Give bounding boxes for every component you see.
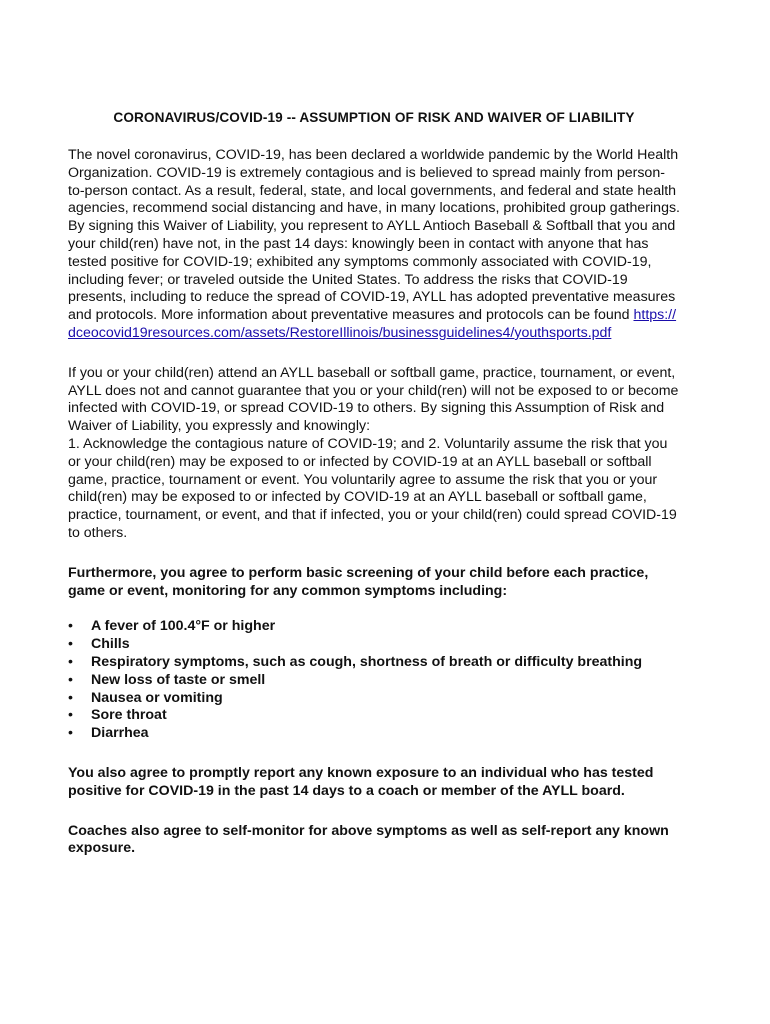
bullet-icon: • <box>68 653 73 670</box>
coaches-paragraph: Coaches also agree to self-monitor for above symptoms as well as self-report any known exposure. <box>68 822 669 857</box>
symptom-item: • Nausea or vomiting <box>68 689 223 706</box>
guidelines-link[interactable]: https://dceocovid19resources.com/assets/RestoreIllinois/businessguidelines4/youthsports.pdf <box>68 307 677 341</box>
symptom-item: • Diarrhea <box>68 725 149 742</box>
bullet-icon: • <box>68 671 73 688</box>
bullet-icon: • <box>68 725 73 742</box>
symptom-item: • Sore throat <box>68 707 167 724</box>
symptom-item: • Respiratory symptoms, such as cough, shortness of breath or difficulty breathing <box>68 653 643 670</box>
risk-intro-text: If you or your child(ren) attend an AYLL baseball or softball game, practice, tournament, or event, AYLL does not and cannot guarantee that you or your child(ren) will not be exposed to or become infected with COVID-19, or spread COVID-19 to others. By signing this Assumption of Risk and Waiver of Liability, you expressly and knowingly: <box>68 364 679 435</box>
symptom-item: • New loss of taste or smell <box>68 671 266 688</box>
intro-paragraph <box>68 147 680 343</box>
report-paragraph: You also agree to promptly report any known exposure to an individual who has tested positive for COVID-19 in the past 14 days to a coach or member of the AYLL board. <box>68 764 654 799</box>
screening-intro: Furthermore, you agree to perform basic screening of your child before each practice, game or event, monitoring for any common symptoms including: <box>68 564 649 599</box>
risk-paragraph <box>68 365 680 543</box>
bullet-icon: • <box>68 618 73 635</box>
bullet-icon: • <box>68 689 73 706</box>
symptom-item: • Chills <box>68 636 130 653</box>
document-title: CORONAVIRUS/COVID-19 -- ASSUMPTION OF RISK AND WAIVER OF LIABILITY <box>113 110 635 125</box>
bullet-icon: • <box>68 636 73 653</box>
symptom-list <box>68 618 680 743</box>
risk-items-text: 1. Acknowledge the contagious nature of COVID-19; and 2. Voluntarily assume the risk that you or your child(ren) may be exposed to or infected by COVID-19 at an AYLL baseball or softball game, practice, tournament or event. You voluntarily agree to assume the risk that you or your child(ren) may be exposed to or infected by COVID-19 at an AYLL baseball or softball game, practice, tournament, or event, and that if infected, you or your child(ren) could spread COVID-19 to others. <box>68 435 677 541</box>
intro-text: The novel coronavirus, COVID-19, has been declared a worldwide pandemic by the World Health Organization. COVID-19 is extremely contagious and is believed to spread mainly from person-to-person contact. As a result, federal, state, and local governments, and federal and state health agencies, recommend social distancing and have, in many locations, prohibited group gatherings. By signing this Waiver of Liability, you represent to AYLL Antioch Baseball & Softball that you and your child(ren) have not, in the past 14 days: knowingly been in contact with anyone that has tested positive for COVID-19; exhibited any symptoms commonly associated with COVID-19, including fever; or traveled outside the United States. To address the risks that COVID-19 presents, including to reduce the spread of COVID-19, AYLL has adopted preventative measures and protocols. More information about preventative measures and protocols can be found <box>68 147 681 324</box>
symptom-item: • A fever of 100.4°F or higher <box>68 618 276 635</box>
bullet-icon: • <box>68 707 73 724</box>
